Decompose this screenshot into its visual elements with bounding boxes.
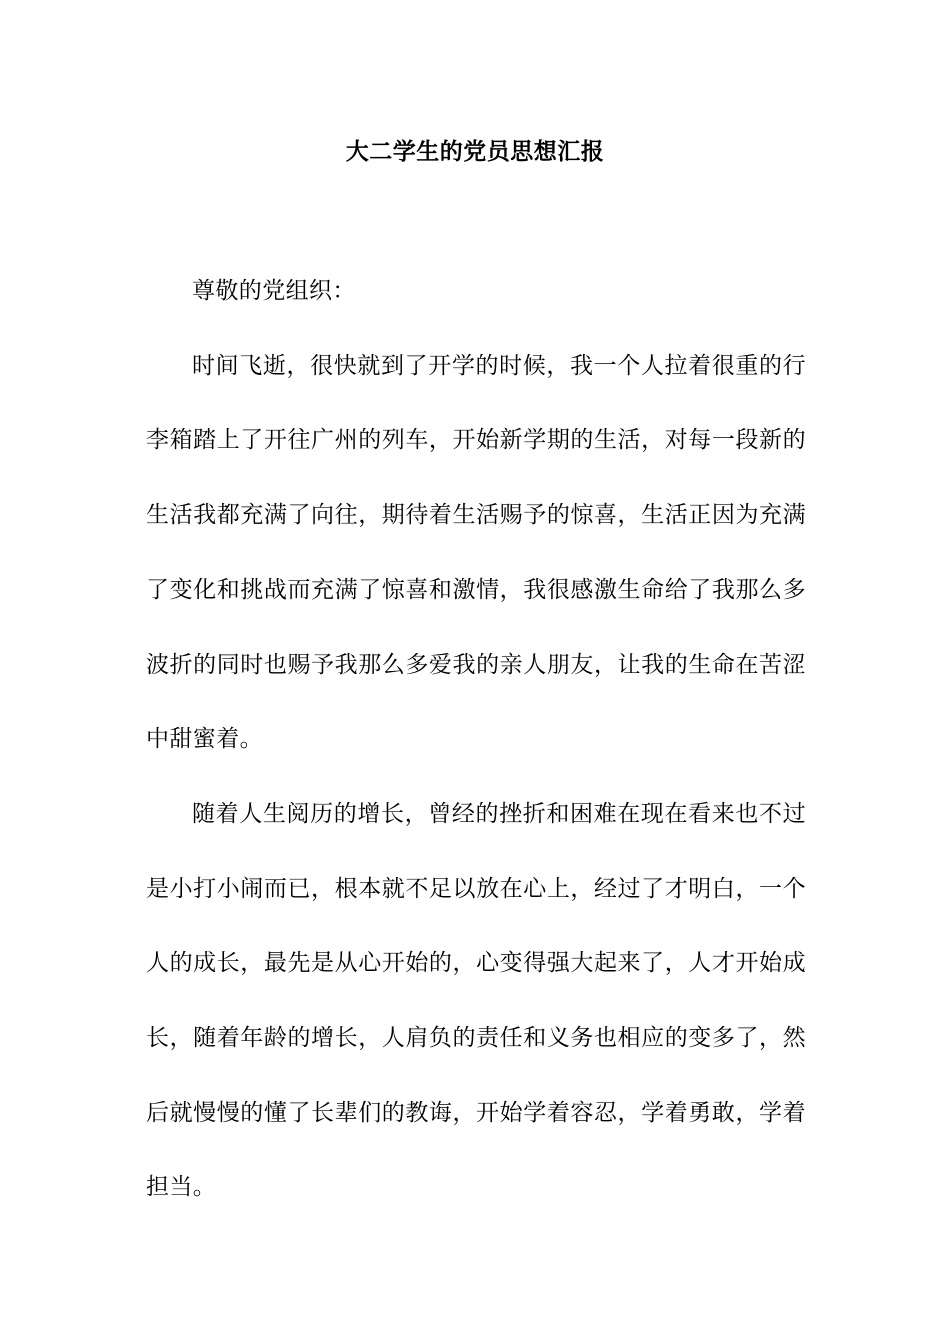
document-title: 大二学生的党员思想汇报	[345, 138, 605, 165]
body-paragraph-1: 时间飞逝，很快就到了开学的时候，我一个人拉着很重的行李箱踏上了开往广州的列车，开始新学期的生活，对每一段新的生活我都充满了向往，期待着生活赐予的惊喜，生活正因为充满了变化和挑战而充满了惊喜和激情，我很感激生命给了我那么多波折的同时也赐予我那么多爱我的亲人朋友，让我的生命在苦涩中甜蜜着。	[146, 352, 806, 753]
salutation: 尊敬的党组织：	[192, 278, 356, 304]
body-paragraph-2: 随着人生阅历的增长，曾经的挫折和困难在现在看来也不过是小打小闹而已，根本就不足以放在心上，经过了才明白，一个人的成长，最先是从心开始的，心变得强大起来了，人才开始成长，随着年龄的增长，人肩负的责任和义务也相应的变多了，然后就慢慢的懂了长辈们的教诲，开始学着容忍，学着勇敢，学着担当。	[146, 800, 806, 1201]
document-body	[146, 254, 806, 1225]
